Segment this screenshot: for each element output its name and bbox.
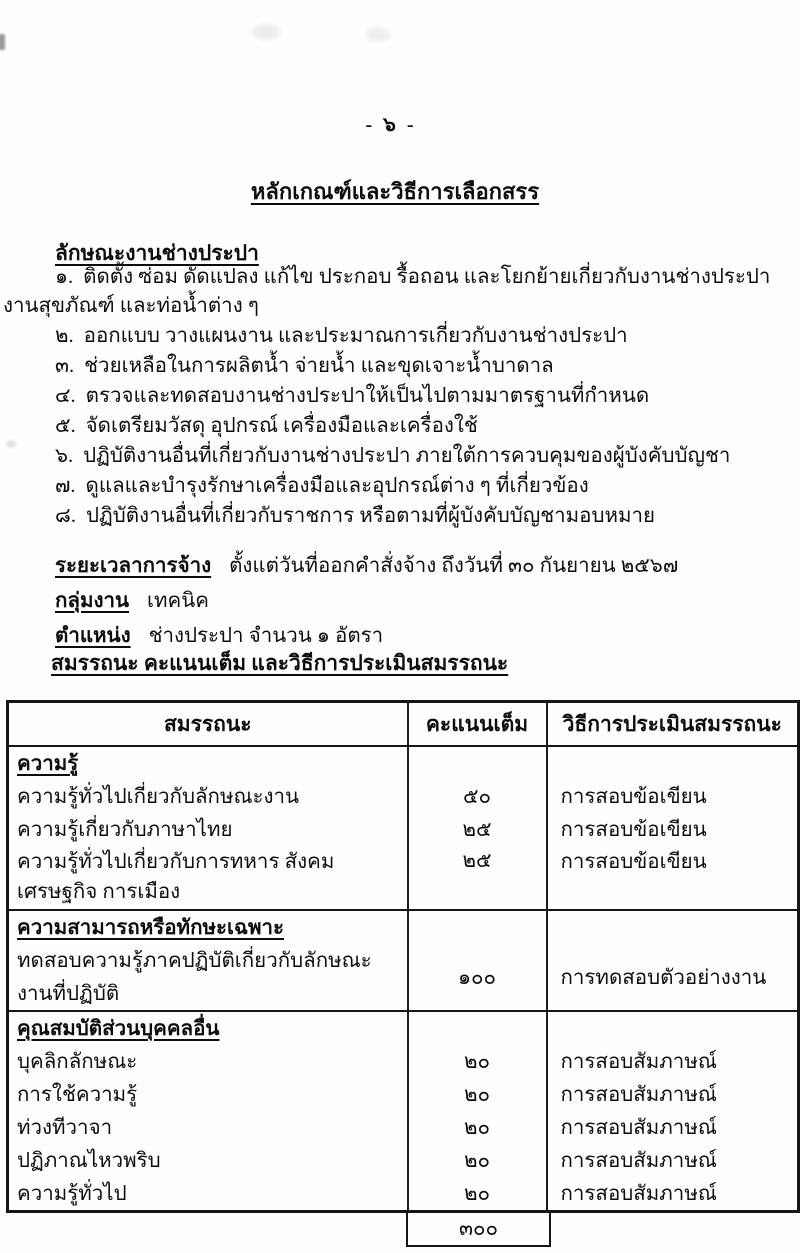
row-score: ๒๕ [408, 846, 547, 910]
row-score: ๑๐๐ [408, 944, 547, 1011]
duty-item-number: ๔. [55, 385, 76, 407]
duty-item-number: ๖. [55, 445, 74, 467]
employment-period-label: ระยะเวลาการจ้าง [55, 555, 212, 577]
row-score: ๒๐ [408, 1144, 547, 1177]
row-score: ๒๐ [408, 1078, 547, 1111]
duty-item-text: ช่วยเหลือในการผลิตน้ำ จ่ายน้ำ และขุดเจาะน้ำบาดาล [84, 355, 554, 377]
table-row [8, 944, 799, 1011]
assessment-table [6, 700, 800, 1213]
row-name: ความรู้เกี่ยวกับภาษาไทย [17, 819, 233, 841]
row-score: ๒๐ [408, 1111, 547, 1144]
duty-item [3, 442, 797, 471]
duty-item-text: จัดเตรียมวัสดุ อุปกรณ์ เครื่องมือและเครื่องใช้ [85, 415, 478, 437]
col-header-full-score: คะแนนเต็ม [408, 702, 547, 747]
work-group-value: เทคนิค [147, 590, 209, 612]
row-method: การสอบสัมภาษณ์ [547, 1078, 799, 1111]
section-title-personal: คุณสมบัติส่วนบุคคลอื่น [8, 1011, 408, 1045]
table-row [8, 780, 799, 813]
employment-period-value: ตั้งแต่วันที่ออกคำสั่งจ้าง ถึงวันที่ ๓๐ กันยายน ๒๕๖๗ [229, 555, 679, 577]
row-name: การใช้ความรู้ [17, 1084, 138, 1106]
row-method: การสอบข้อเขียน [547, 846, 799, 910]
duty-item [3, 352, 797, 381]
row-score: ๒๕ [408, 813, 547, 846]
scan-smudge [252, 24, 280, 40]
total-score: ๓๐๐ [458, 1218, 499, 1240]
row-name: ทดสอบความรู้ภาคปฏิบัติเกี่ยวกับลักษณะงานที่ปฏิบัติ [17, 950, 372, 1005]
duty-item [3, 263, 797, 321]
section-title-row [8, 910, 799, 944]
duty-item [3, 322, 797, 351]
duty-item-text: ดูแลและบำรุงรักษาเครื่องมือและอุปกรณ์ต่าง ๆ ที่เกี่ยวข้อง [85, 475, 589, 497]
table-row [8, 1111, 799, 1144]
table-row [8, 846, 799, 910]
row-method: การสอบสัมภาษณ์ [547, 1177, 799, 1212]
row-name: บุคลิกลักษณะ [17, 1051, 138, 1073]
job-details [55, 551, 795, 656]
row-score: ๕๐ [408, 780, 547, 813]
duty-item-number: ๕. [55, 415, 76, 437]
section-title-skill: ความสามารถหรือทักษะเฉพาะ [8, 910, 408, 944]
duty-item [3, 412, 797, 441]
scan-speck [0, 34, 5, 50]
scan-smudge [366, 27, 390, 42]
row-name: ความรู้ทั่วไปเกี่ยวกับลักษณะงาน [17, 786, 300, 808]
work-group [55, 586, 795, 617]
row-method: การทดสอบตัวอย่างงาน [547, 944, 799, 1011]
table-header-row [8, 702, 799, 747]
assessment-heading: สมรรถนะ คะแนนเต็ม และวิธีการประเมินสมรรถนะ [51, 651, 509, 675]
job-duties-list [3, 263, 797, 532]
duty-item [3, 472, 797, 501]
table-row [8, 813, 799, 846]
duty-item [3, 382, 797, 411]
table-row [8, 1045, 799, 1078]
duty-item-text: ปฏิบัติงานอื่นที่เกี่ยวกับราชการ หรือตามที่ผู้บังคับบัญชามอบหมาย [85, 505, 656, 527]
duty-item-text: ตรวจและทดสอบงานช่างประปาให้เป็นไปตามมาตรฐานที่กำหนด [85, 385, 650, 407]
row-name: ความรู้ทั่วไปเกี่ยวกับการทหาร สังคม เศรษฐกิจ การเมือง [17, 851, 335, 903]
duty-item-number: ๗. [55, 475, 76, 497]
duty-item-text: ปฏิบัติงานอื่นที่เกี่ยวกับงานช่างประปา ภายใต้การควบคุมของผู้บังคับบัญชา [83, 445, 731, 467]
row-method: การสอบสัมภาษณ์ [547, 1111, 799, 1144]
section-title-row [8, 1011, 799, 1045]
duty-item-number: ๑. [55, 266, 74, 288]
position-value: ช่างประปา จำนวน ๑ อัตรา [148, 625, 384, 647]
document-title: หลักเกณฑ์และวิธีการเลือกสรร [250, 179, 540, 204]
row-method: การสอบสัมภาษณ์ [547, 1144, 799, 1177]
table-row [8, 1078, 799, 1111]
position-label: ตำแหน่ง [55, 625, 131, 647]
total-score-box [406, 1210, 551, 1247]
duty-item-number: ๓. [55, 355, 75, 377]
row-method: การสอบข้อเขียน [547, 813, 799, 846]
job-duties-heading: ลักษณะงานช่างประปา [55, 241, 259, 265]
row-score: ๒๐ [408, 1045, 547, 1078]
col-header-competency: สมรรถนะ [8, 702, 408, 747]
table-row [8, 1177, 799, 1212]
section-title-knowledge: ความรู้ [17, 753, 79, 775]
table-row [8, 1144, 799, 1177]
row-name: ปฏิภาณไหวพริบ [17, 1150, 161, 1172]
assessment-table-wrap [6, 700, 797, 1247]
employment-period [55, 551, 795, 582]
duty-item-number: ๒. [55, 325, 74, 347]
duty-item-number: ๘. [55, 505, 76, 527]
row-name: ความรู้ทั่วไป [17, 1183, 127, 1205]
duty-item-text: ออกแบบ วางแผนงาน และประมาณการเกี่ยวกับงานช่างประปา [83, 325, 628, 347]
duty-item [3, 502, 797, 531]
row-method: การสอบข้อเขียน [547, 780, 799, 813]
page-number: - ๖ - [365, 114, 417, 136]
col-header-method: วิธีการประเมินสมรรถนะ [547, 702, 799, 747]
row-name: ท่วงทีวาจา [17, 1117, 113, 1139]
duty-item-text: ติดตั้ง ซ่อม ดัดแปลง แก้ไข ประกอบ รื้อถอน และโยกย้ายเกี่ยวกับงานช่างประปา งานสุขภัณฑ์ และท่อน้ำต่าง ๆ [3, 266, 771, 317]
section-title-row [8, 746, 799, 780]
work-group-label: กลุ่มงาน [55, 590, 130, 612]
row-score: ๒๐ [408, 1177, 547, 1212]
row-method: การสอบสัมภาษณ์ [547, 1045, 799, 1078]
